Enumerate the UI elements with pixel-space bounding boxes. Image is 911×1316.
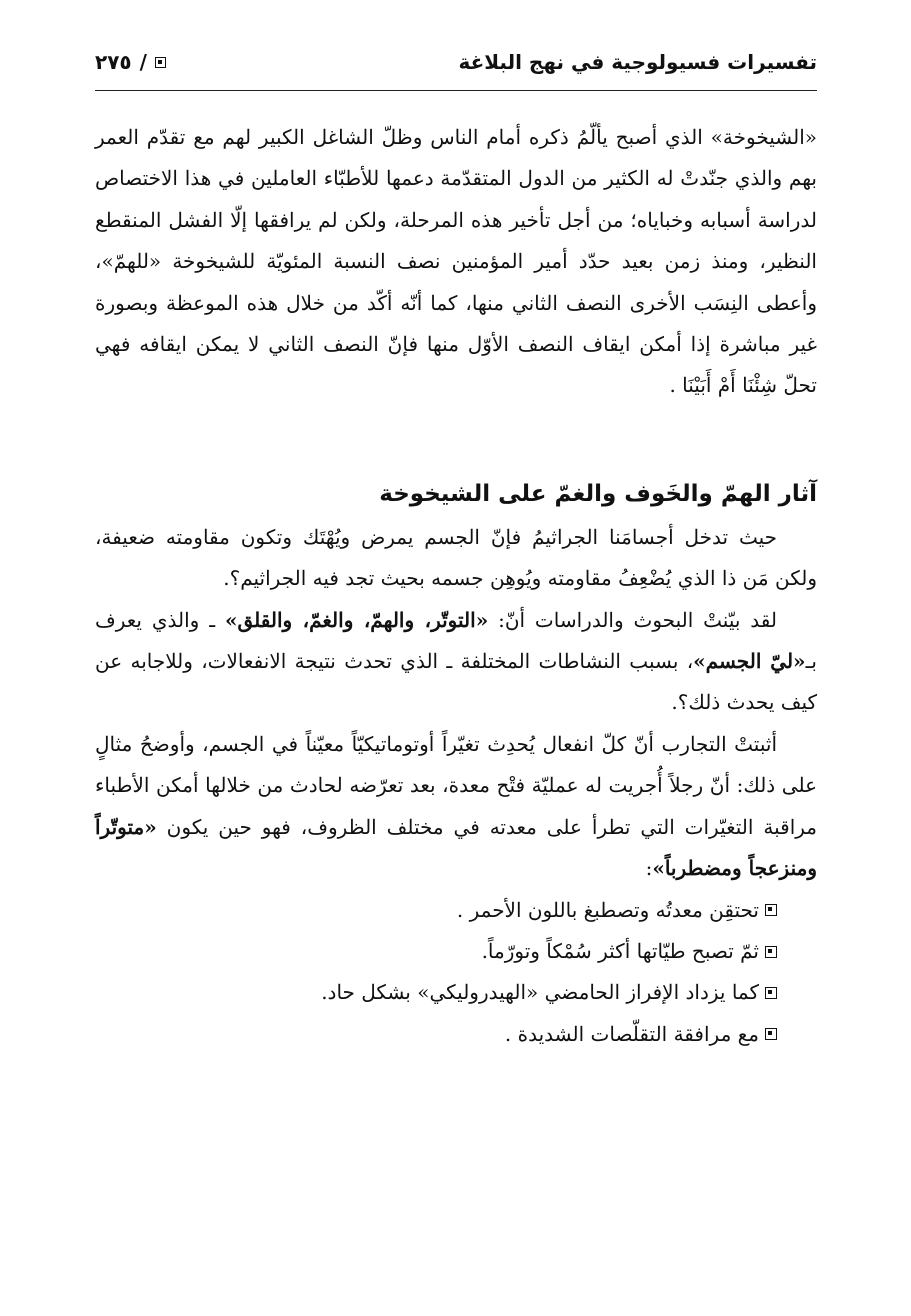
- body-twist-term: «ليّ الجسم»: [693, 649, 806, 674]
- list-item: [95, 890, 817, 931]
- section-body: [95, 517, 817, 1055]
- effects-list: [95, 890, 817, 1056]
- list-item-text: ثمّ تصبح طيّاتها أكثر سُمْكاً وتورّماً.: [481, 938, 759, 963]
- list-item-text: كما يزداد الإفراز الحامضي «الهيدروليكي» بشكل حاد.: [321, 980, 759, 1005]
- section-paragraph-3: [95, 724, 817, 890]
- para2-suffix: ، بسبب النشاطات المختلفة ـ الذي تحدث نتيجة الانفعالات، وللاجابه عن كيف يحدث ذلك؟.: [95, 649, 817, 715]
- square-dot-icon: [765, 1028, 777, 1040]
- list-item: [95, 1014, 817, 1055]
- section-paragraph-1: حيث تدخل أجسامَنا الجراثيمُ فإنّ الجسم يمرض ويُهْتَك وتكون مقاومته ضعيفة، ولكن مَن ذا الذي يُضْعِفُ مقاومته ويُوهِن جسمه بحيث تجد فيه الجراثيم؟.: [95, 524, 817, 591]
- para2-middle: ـ والذي يعرف بـ: [95, 607, 817, 674]
- book-title: تفسيرات فسيولوجية في نهج البلاغة: [458, 50, 817, 74]
- emotions-list: «التوتّر، والهمّ، والغمّ، والقلق»: [224, 607, 489, 632]
- section-heading: آثار الهمّ والخَوف والغمّ على الشيخوخة: [379, 480, 817, 507]
- page-number-block: [95, 50, 166, 74]
- list-item: [95, 931, 817, 972]
- running-header: [95, 40, 817, 91]
- section-paragraph-2: [95, 600, 817, 724]
- square-dot-icon: [765, 904, 777, 916]
- list-item-text: مع مرافقة التقلّصات الشديدة .: [504, 1021, 759, 1046]
- page-number: ٢٧٥: [95, 50, 132, 74]
- square-dot-icon: [155, 57, 166, 68]
- para3-end: :: [645, 856, 653, 881]
- list-item: [95, 972, 817, 1013]
- book-page: [95, 40, 817, 1055]
- intro-paragraph: «الشيخوخة» الذي أصبح يألّمُ ذكره أمام الناس وظلّ الشاغل الكبير لهم مع تقدّم العمر بهم والذي جنّدتْ له الكثير من الدول المتقدّمة دعمها للأطبّاء العاملين في هذا الاختصاص لدراسة أسبابه وخباياه؛ من أجل تأخير هذه المرحلة، ولكن لم يرافقها إلّا الفشل المنقطع النظير، ومنذ زمن بعيد حدّد أمير المؤمنين نصف النسبة المئويّة للشيخوخة «للهمّ»، وأعطى النِسَب الأخرى النصف الثاني منها، كما أنّه أكّد من خلال هذه الموعظة وبصورة غير مباشرة إذا أمكن ايقاف النصف الأوّل منها فإنّ النصف الثاني لا يمكن ايقافه فهي تحلّ شِئْنَا أَمْ أَبَيْنَا .: [95, 125, 818, 398]
- square-dot-icon: [765, 946, 777, 958]
- page-separator: /: [139, 50, 147, 74]
- emotional-state-term: «متوتّراً ومنزعجاً ومضطرباً»: [95, 814, 817, 881]
- square-dot-icon: [765, 987, 777, 999]
- list-item-text: تحتقِن معدتُه وتصطبغ باللون الأحمر .: [456, 897, 759, 922]
- para3-text: أثبتتْ التجارب أنّ كلّ انفعال يُحدِث تغيّراً أوتوماتيكيّاً معيّناً في الجسم، وأوضحُ مثالٍ على ذلك: أنّ رجلاً أُجريت له عمليّة فتْح معدة، بعد تعرّضه لحادث من خلالها أمكن الأطباء مراقبة التغيّرات التي تطرأ على معدته في مختلف الظروف، فهو حين يكون: [95, 731, 817, 839]
- para2-prefix: لقد بيّنتْ البحوث والدراسات أنّ:: [488, 607, 777, 632]
